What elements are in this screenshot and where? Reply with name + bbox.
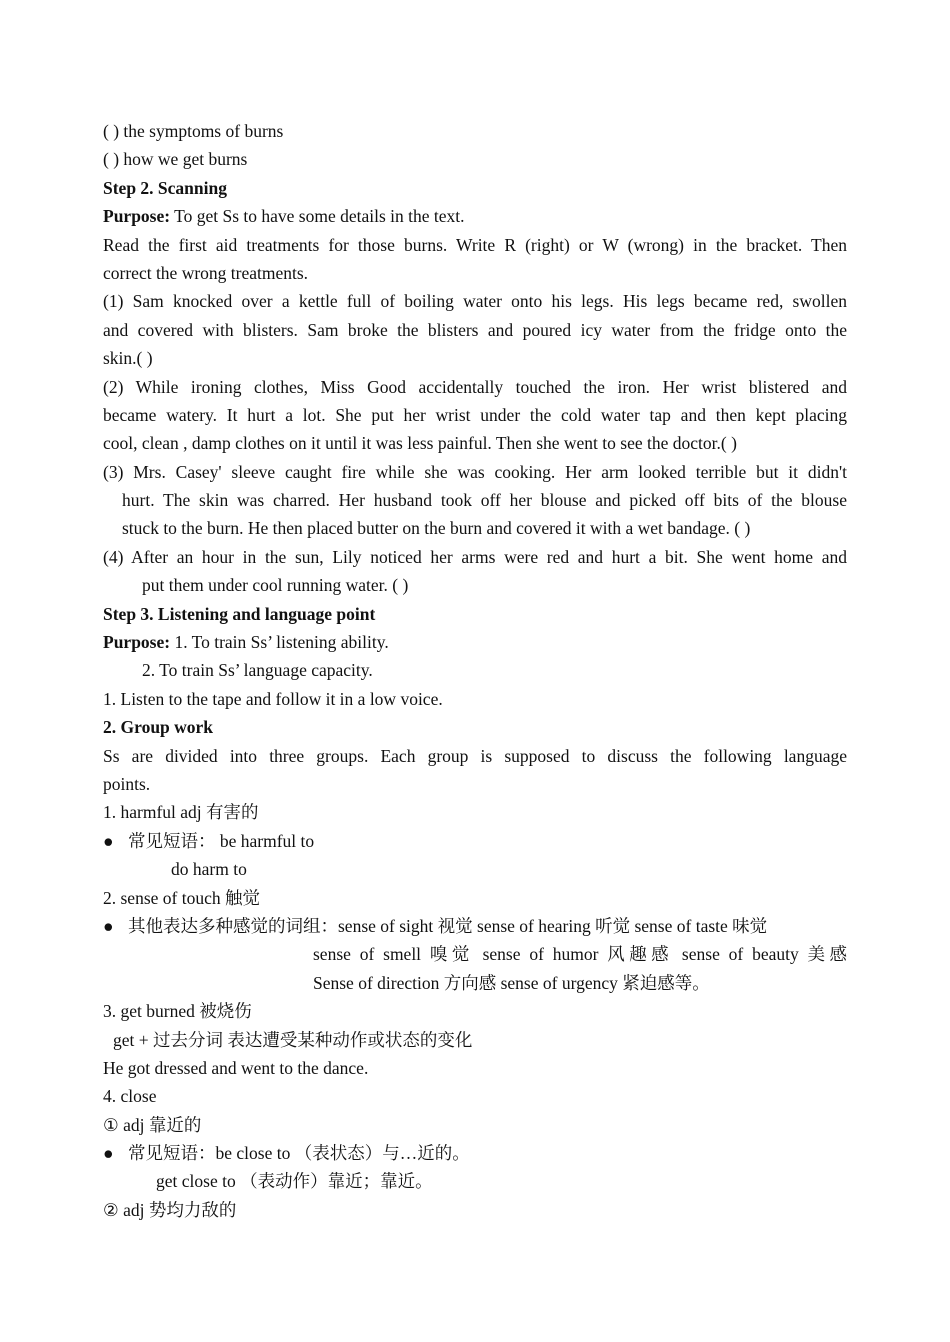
document-page — [103, 117, 847, 1224]
purpose-label: Purpose: — [103, 206, 171, 227]
step3-heading: Step 3. Listening and language point — [103, 603, 376, 624]
step3-purpose — [103, 628, 847, 656]
instruction-line: correct the wrong treatments. — [103, 262, 309, 283]
case-3-line: hurt. The skin was charred. Her husband took off her blouse and picked off bits of the blouse — [122, 490, 847, 511]
instruction-line: Read the first aid treatments for those burns. Write R (right) or W (wrong) in the bracket. Then — [103, 234, 847, 255]
case-2-line: cool, clean , damp clothes on it until it was less painful. Then she went to see the doctor.( ) — [103, 433, 737, 454]
phrase-line: sense of smell 嗅觉 sense of humor 风趣感 sense of beauty 美感 — [313, 944, 847, 965]
group-work-text: Ss are divided into three groups. Each group is supposed to discuss the following language — [103, 745, 847, 766]
bullet-icon: ● — [103, 915, 114, 936]
phrase-line: get close to （表动作）靠近；靠近。 — [156, 1171, 433, 1192]
point-harmful: 1. harmful adj 有害的 — [103, 802, 259, 823]
case-1-line: (1) Sam knocked over a kettle full of boiling water onto his legs. His legs became red, swollen — [103, 291, 847, 312]
point-close: 4. close — [103, 1086, 157, 1107]
group-work-text: points. — [103, 773, 151, 794]
bullet-text: 常见短语： be harmful to — [128, 830, 315, 851]
group-work-heading: 2. Group work — [103, 717, 214, 738]
option-how-burns: ( ) how we get burns — [103, 149, 248, 170]
purpose-text: 1. To train Ss’ listening ability. — [170, 632, 389, 653]
bullet-text: 其他表达多种感觉的词组：sense of sight 视觉 sense of hearing 听觉 sense of taste 味觉 — [128, 915, 768, 936]
case-1-line: and covered with blisters. Sam broke the blisters and poured icy water from the fridge onto the — [103, 319, 847, 340]
example-sentence: He got dressed and went to the dance. — [103, 1057, 369, 1078]
case-2-line: (2) While ironing clothes, Miss Good accidentally touched the iron. Her wrist blistered and — [103, 376, 847, 397]
case-3-line: stuck to the burn. He then placed butter on the burn and covered it with a wet bandage. ( ) — [122, 518, 751, 539]
bullet-item — [103, 912, 847, 940]
step2-heading: Step 2. Scanning — [103, 177, 227, 198]
meaning-line: ② adj 势均力敌的 — [103, 1199, 237, 1220]
case-1-line: skin.( ) — [103, 348, 153, 369]
bullet-text: 常见短语：be close to （表状态）与…近的。 — [128, 1143, 470, 1164]
case-2-line: became watery. It hurt a lot. She put her wrist under the cold water tap and then kept placing — [103, 404, 847, 425]
step2-purpose — [103, 202, 847, 230]
listen-instruction: 1. Listen to the tape and follow it in a low voice. — [103, 688, 443, 709]
step3-purpose-2: 2. To train Ss’ language capacity. — [142, 660, 373, 681]
point-sense-of-touch: 2. sense of touch 触觉 — [103, 887, 260, 908]
bullet-item — [103, 1139, 847, 1167]
grammar-note: get + 过去分词 表达遭受某种动作或状态的变化 — [113, 1029, 473, 1050]
phrase-line: Sense of direction 方向感 sense of urgency 紧迫感等。 — [313, 972, 710, 993]
bullet-icon: ● — [103, 830, 114, 851]
purpose-text: To get Ss to have some details in the text. — [170, 206, 465, 227]
case-4-line: put them under cool running water. ( ) — [142, 575, 409, 596]
meaning-line: ① adj 靠近的 — [103, 1114, 202, 1135]
purpose-label: Purpose: — [103, 632, 171, 653]
point-get-burned: 3. get burned 被烧伤 — [103, 1001, 252, 1022]
case-3-line: (3) Mrs. Casey' sleeve caught fire while she was cooking. Her arm looked terrible but it didn't — [103, 461, 847, 482]
phrase-line: do harm to — [171, 859, 247, 880]
case-4-line: (4) After an hour in the sun, Lily noticed her arms were red and hurt a bit. She went home and — [103, 546, 847, 567]
bullet-icon: ● — [103, 1143, 114, 1164]
option-symptoms: ( ) the symptoms of burns — [103, 121, 284, 141]
bullet-item — [103, 827, 847, 855]
